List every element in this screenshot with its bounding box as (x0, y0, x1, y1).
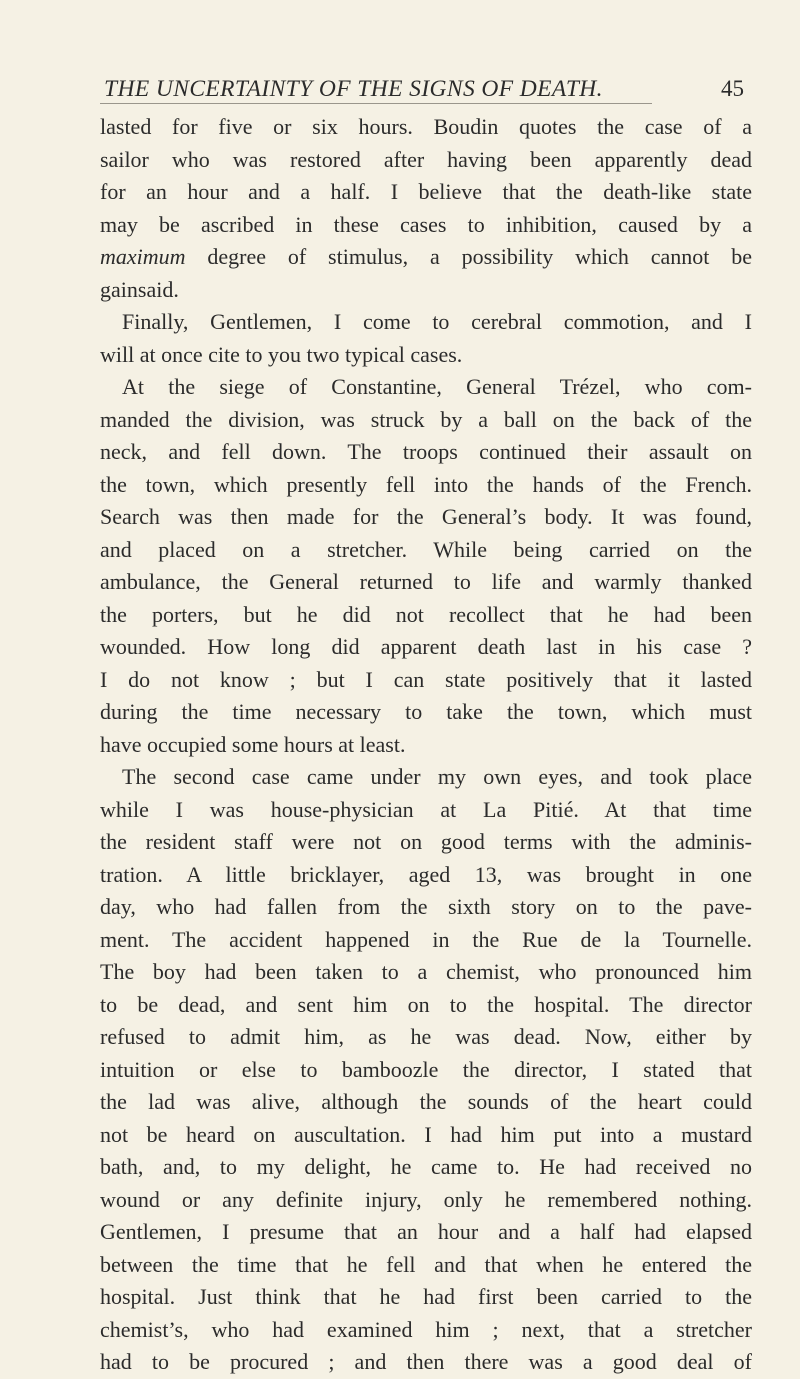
text-line: hospital. Just think that he had first been carried to the (100, 1284, 752, 1309)
text-line: At the siege of Constantine, General Trézel, who com- (122, 374, 752, 399)
text-line: I do not know ; but I can state positively that it lasted (100, 666, 752, 692)
text-line: neck, and fell down. The troops continued their assault on (100, 439, 752, 464)
text-line: maximum degree of stimulus, a possibility which cannot be (100, 244, 752, 269)
text-line: while I was house-physician at La Pitié. At that time (100, 796, 752, 822)
text-line: the resident staff were not on good terms with the adminis- (100, 829, 752, 854)
running-head (104, 76, 744, 106)
page-number: 45 (721, 76, 744, 101)
text-line: to be dead, and sent him on to the hospital. The director (100, 991, 752, 1017)
text-line: bath, and, to my delight, he came to. He had received no (100, 1154, 752, 1179)
text-line: The boy had been taken to a chemist, who pronounced him (100, 959, 752, 984)
text-line: for an hour and a half. I believe that the death-like state (100, 179, 752, 204)
text-line: day, who had fallen from the sixth story on to the pave- (100, 894, 752, 919)
text-line: the porters, but he did not recollect that he had been (100, 601, 752, 627)
text-line: Finally, Gentlemen, I come to cerebral commotion, and I (122, 309, 752, 334)
text-line: Search was then made for the General’s body. It was found, (100, 504, 752, 529)
text-line: tration. A little bricklayer, aged 13, was brought in one (100, 861, 752, 887)
text-line: The second case came under my own eyes, and took place (122, 764, 752, 789)
text-line: the lad was alive, although the sounds of the heart could (100, 1089, 752, 1114)
text-line: gainsaid. (100, 276, 179, 302)
running-head-title: THE UNCERTAINTY OF THE SIGNS OF DEATH. (104, 76, 603, 102)
text-line: will at once cite to you two typical cases. (100, 341, 463, 367)
text-line: between the time that he fell and that when he entered the (100, 1251, 752, 1277)
text-line: ment. The accident happened in the Rue de la Tournelle. (100, 926, 752, 952)
emphasis: maximum (100, 244, 186, 269)
text-line: wounded. How long did apparent death last in his case ? (100, 634, 752, 659)
text-line: have occupied some hours at least. (100, 731, 406, 757)
text-line: intuition or else to bamboozle the director, I stated that (100, 1056, 752, 1082)
text-line: may be ascribed in these cases to inhibition, caused by a (100, 211, 752, 237)
body-text (100, 111, 752, 1379)
header-rule (100, 103, 652, 104)
text-line: the town, which presently fell into the hands of the French. (100, 471, 752, 497)
text-line: lasted for five or six hours. Boudin quotes the case of a (100, 114, 752, 139)
text-line: and placed on a stretcher. While being carried on the (100, 536, 752, 562)
text-line: ambulance, the General returned to life and warmly thanked (100, 569, 752, 594)
text-line: manded the division, was struck by a ball on the back of the (100, 406, 752, 432)
text-line: during the time necessary to take the town, which must (100, 699, 752, 724)
text-line: Gentlemen, I presume that an hour and a half had elapsed (100, 1219, 752, 1244)
text-line: wound or any definite injury, only he remembered nothing. (100, 1186, 752, 1212)
text-line: sailor who was restored after having been apparently dead (100, 146, 752, 172)
text-line: chemist’s, who had examined him ; next, that a stretcher (100, 1316, 752, 1342)
text-line: not be heard on auscultation. I had him put into a mustard (100, 1121, 752, 1147)
text-line: refused to admit him, as he was dead. Now, either by (100, 1024, 752, 1049)
text-line: had to be procured ; and then there was a good deal of (100, 1349, 752, 1374)
